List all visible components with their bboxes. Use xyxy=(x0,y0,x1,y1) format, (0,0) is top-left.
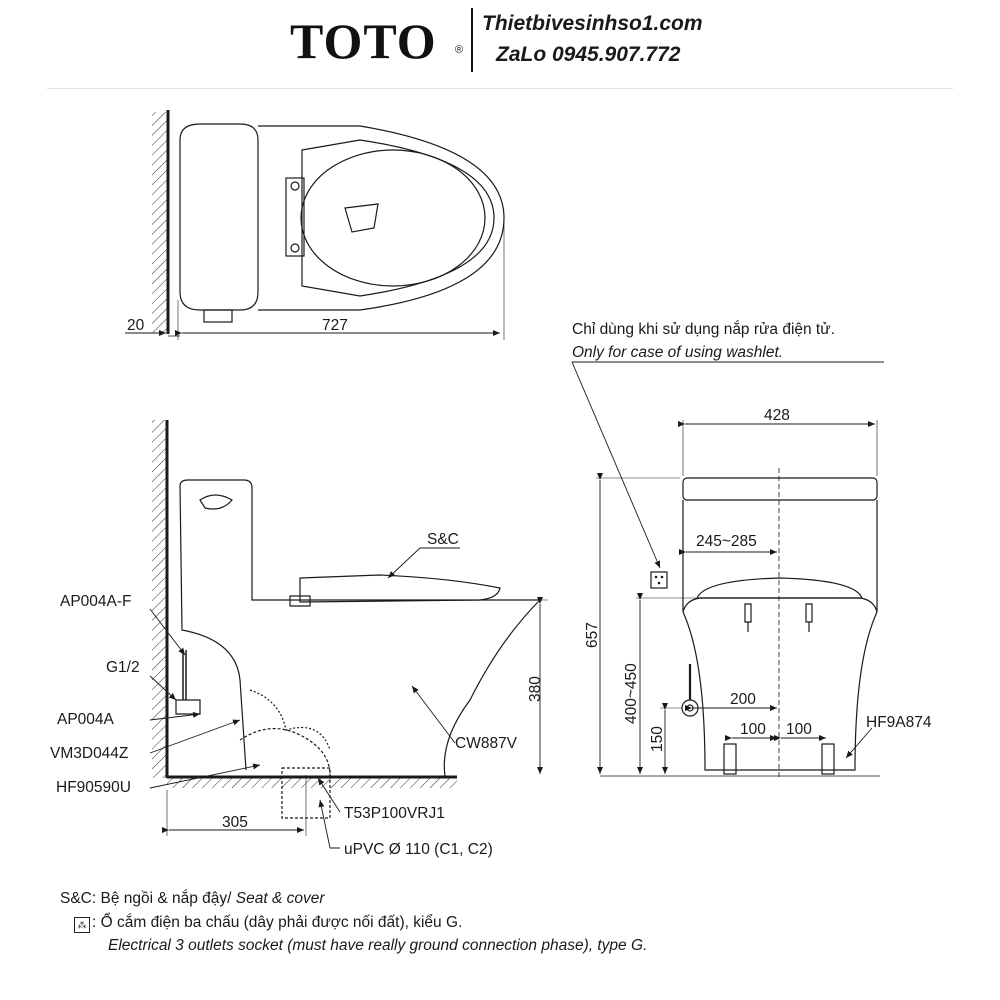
top-rear-nipple xyxy=(204,310,232,322)
label-hf9a874: HF9A874 xyxy=(866,714,932,731)
front-dim-bolt-span: 245~285 xyxy=(696,533,757,550)
front-pedestal xyxy=(683,612,877,770)
top-wall-hatch xyxy=(152,112,168,334)
front-dim-socket-height: 400~450 xyxy=(623,663,640,724)
dim-height-380: 380 xyxy=(527,676,544,702)
side-supply-hose xyxy=(183,650,186,700)
front-dim-total-height: 657 xyxy=(584,622,601,648)
side-body-rear xyxy=(180,486,246,770)
side-stop-valve xyxy=(176,700,200,714)
legend-seat-cover-prefix: S&C: Bệ ngồi & nắp đậy/ xyxy=(60,890,236,907)
top-seat-inner xyxy=(301,150,485,286)
label-pipe: uPVC Ø 110 (C1, C2) xyxy=(344,841,493,858)
legend-socket-vi: : Ổ cắm điện ba chấu (dây phải được nối đất), kiểu G. xyxy=(92,914,463,931)
top-hinge-bolt xyxy=(291,244,299,252)
legend-socket-en: Electrical 3 outlets socket (must have really ground connection phase), type G. xyxy=(108,937,648,954)
top-tank-outline xyxy=(180,124,258,310)
front-seat xyxy=(697,578,862,598)
front-dim-valve-height: 150 xyxy=(649,726,666,752)
top-bowl-outline xyxy=(258,126,504,310)
label-hf90590u: HF90590U xyxy=(56,779,131,796)
front-body-upper xyxy=(683,500,877,612)
shop-contact: ZaLo 0945.907.772 xyxy=(496,43,681,66)
washlet-note-en: Only for case of using washlet. xyxy=(572,344,784,361)
front-dim-valve-offset: 200 xyxy=(730,691,756,708)
side-wall-hatch xyxy=(152,420,167,778)
front-socket xyxy=(651,572,667,588)
top-drain-opening xyxy=(345,204,378,232)
label-t53p100vrj1: T53P100VRJ1 xyxy=(344,805,445,822)
side-floor-hatch xyxy=(167,778,457,788)
washlet-note-vi: Chỉ dùng khi sử dụng nắp rửa điện tử. xyxy=(572,321,835,338)
toto-logo: TOTO xyxy=(290,13,437,69)
label-g12: G1/2 xyxy=(106,659,140,676)
shop-website: Thietbivesinhso1.com xyxy=(482,12,703,35)
front-dim-half-right: 100 xyxy=(786,721,812,738)
label-vm3d044z: VM3D044Z xyxy=(50,745,129,762)
front-tank xyxy=(683,478,877,500)
label-ap004a-f: AP004A-F xyxy=(60,593,132,610)
leader-hf9a874 xyxy=(846,728,872,758)
top-dim-wall: 20 xyxy=(127,317,145,334)
front-dim-width: 428 xyxy=(764,407,790,424)
side-flush-button xyxy=(200,495,232,509)
top-seat-outline xyxy=(302,140,494,296)
legend-seat-cover xyxy=(60,890,325,908)
leader-seat xyxy=(388,548,460,578)
top-hinge-bolt xyxy=(291,182,299,190)
side-view xyxy=(50,420,548,858)
front-seat-bolt xyxy=(745,604,751,632)
registered-mark: ® xyxy=(455,44,464,56)
leader-cw887v xyxy=(412,686,455,743)
top-view xyxy=(125,110,504,340)
front-view xyxy=(572,321,932,778)
leader-washlet-note xyxy=(572,362,660,568)
side-internal-trap xyxy=(250,690,330,750)
top-dim-length: 727 xyxy=(322,317,348,334)
front-seat-bolt xyxy=(806,604,812,632)
dim-rough-in-305: 305 xyxy=(222,814,248,831)
front-dim-half-left: 100 xyxy=(740,721,766,738)
label-cw887v: CW887V xyxy=(455,735,518,752)
socket-symbol-icon: ⁂ xyxy=(74,917,90,933)
side-tank-outline xyxy=(180,480,297,600)
side-seat-outline xyxy=(300,575,500,602)
legend-seat-cover-en: Seat & cover xyxy=(235,890,325,907)
label-ap004a: AP004A xyxy=(57,711,114,728)
label-seat-cover: S&C xyxy=(427,531,459,548)
